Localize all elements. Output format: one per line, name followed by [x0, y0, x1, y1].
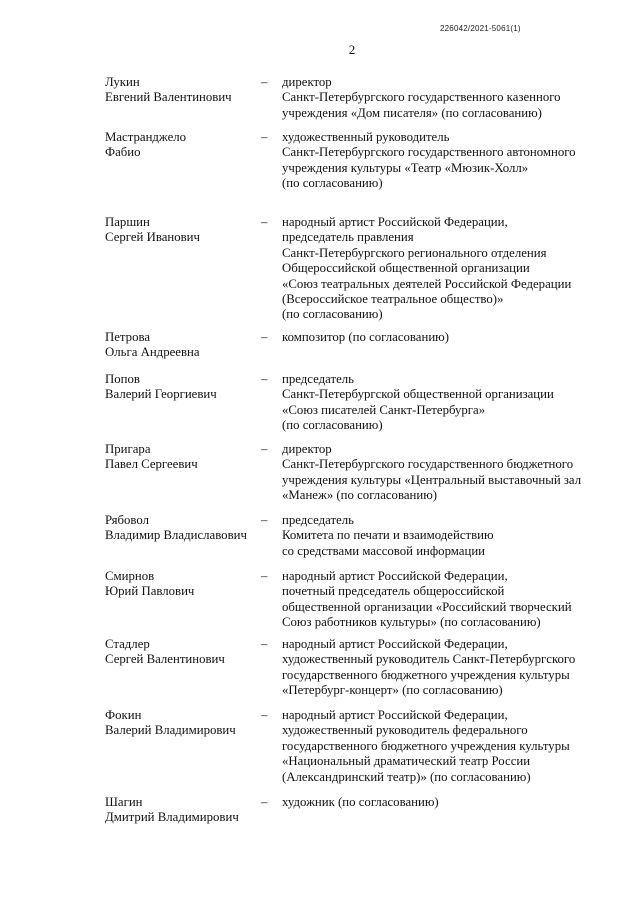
member-role-line: (по согласованию): [282, 418, 383, 433]
member-role: [282, 569, 602, 631]
dash-separator: –: [261, 795, 268, 809]
member-role-line: «Союз театральных деятелей Российской Федерации: [282, 276, 572, 291]
member-given-names: Владимир Владиславович: [105, 528, 247, 543]
member-role-line: учреждения культуры «Театр «Мюзик-Холл»: [282, 160, 529, 175]
member-surname: Лукин: [105, 75, 140, 89]
member-name: [105, 330, 255, 361]
member-given-names: Валерий Владимирович: [105, 723, 236, 738]
member-role-line: учреждения «Дом писателя» (по согласованию): [282, 105, 542, 120]
member-role-line: директор: [282, 442, 332, 456]
member-role-line: государственного бюджетного учреждения культуры: [282, 738, 570, 753]
member-surname: Пригара: [105, 442, 151, 456]
member-role-line: общественной организации «Российский творческий: [282, 599, 572, 614]
member-name: [105, 75, 255, 106]
member-role-line: учреждения культуры «Центральный выставочный зал: [282, 472, 582, 487]
member-role-line: Общероссийской общественной организации: [282, 261, 530, 276]
member-surname: Паршин: [105, 215, 150, 229]
dash-separator: –: [261, 330, 268, 344]
member-role-line: Союз работников культуры» (по согласованию): [282, 615, 541, 630]
member-surname: Фокин: [105, 708, 142, 722]
member-given-names: Евгений Валентинович: [105, 90, 232, 105]
member-given-names: Павел Сергеевич: [105, 457, 198, 472]
member-name: [105, 637, 255, 668]
member-role-line: народный артист Российской Федерации,: [282, 708, 508, 722]
member-given-names: Валерий Георгиевич: [105, 387, 217, 402]
member-role-line: директор: [282, 75, 332, 89]
dash-separator: –: [261, 708, 268, 722]
member-role: [282, 130, 602, 192]
member-surname: Смирнов: [105, 569, 155, 583]
member-name: [105, 442, 255, 473]
member-role: [282, 513, 602, 559]
member-name: [105, 569, 255, 600]
member-role-line: художник (по согласованию): [282, 795, 439, 809]
member-surname: Стадлер: [105, 637, 150, 651]
dash-separator: –: [261, 130, 268, 144]
member-role-line: Комитета по печати и взаимодействию: [282, 528, 494, 543]
member-given-names: Фабио: [105, 145, 141, 160]
dash-separator: –: [261, 637, 268, 651]
member-role-line: народный артист Российской Федерации,: [282, 215, 508, 229]
member-role-line: художественный руководитель Санкт-Петербургского: [282, 652, 576, 667]
member-name: [105, 795, 255, 826]
member-role: [282, 75, 602, 121]
member-name: [105, 513, 255, 544]
member-name: [105, 215, 255, 246]
member-role-line: (Всероссийское театральное общество)»: [282, 292, 504, 307]
member-role-line: композитор (по согласованию): [282, 330, 449, 344]
member-surname: Шагин: [105, 795, 143, 809]
member-role: [282, 215, 602, 323]
member-role-line: художественный руководитель федерального: [282, 723, 528, 738]
member-role: [282, 708, 602, 785]
member-given-names: Сергей Иванович: [105, 230, 200, 245]
member-given-names: Юрий Павлович: [105, 584, 195, 599]
member-surname: Попов: [105, 372, 140, 386]
member-given-names: Дмитрий Владимирович: [105, 810, 239, 825]
member-surname: Рябовол: [105, 513, 149, 527]
member-role-line: Санкт-Петербургского государственного казенного: [282, 90, 561, 105]
document-id: 226042/2021-5061(1): [440, 24, 521, 33]
dash-separator: –: [261, 75, 268, 89]
member-role: [282, 637, 602, 699]
member-role-line: Санкт-Петербургского государственного бюджетного: [282, 457, 574, 472]
member-name: [105, 372, 255, 403]
member-role-line: народный артист Российской Федерации,: [282, 569, 508, 583]
member-name: [105, 130, 255, 161]
member-role-line: народный артист Российской Федерации,: [282, 637, 508, 651]
member-role: [282, 442, 602, 504]
dash-separator: –: [261, 372, 268, 386]
dash-separator: –: [261, 513, 268, 527]
dash-separator: –: [261, 569, 268, 583]
member-role-line: со средствами массовой информации: [282, 543, 486, 558]
member-surname: Мастранджело: [105, 130, 187, 144]
member-role-line: (Александринский театр)» (по согласованию): [282, 769, 531, 784]
dash-separator: –: [261, 442, 268, 456]
member-role-line: председатель: [282, 372, 354, 386]
member-role: [282, 330, 602, 345]
page-number: 2: [348, 42, 356, 57]
dash-separator: –: [261, 215, 268, 229]
member-role-line: Санкт-Петербургского регионального отделения: [282, 245, 547, 260]
member-role-line: Санкт-Петербургской общественной организации: [282, 387, 554, 402]
member-role: [282, 795, 602, 810]
member-role-line: председатель: [282, 513, 354, 527]
member-given-names: Ольга Андреевна: [105, 345, 200, 360]
member-role-line: «Петербург-концерт» (по согласованию): [282, 683, 503, 698]
member-role-line: (по согласованию): [282, 176, 383, 191]
member-role-line: «Союз писателей Санкт-Петербурга»: [282, 402, 486, 417]
member-surname: Петрова: [105, 330, 151, 344]
member-role-line: Санкт-Петербургского государственного автономного: [282, 145, 576, 160]
member-role-line: почетный председатель общероссийской: [282, 584, 505, 599]
member-role-line: «Национальный драматический театр России: [282, 754, 531, 769]
member-name: [105, 708, 255, 739]
member-role-line: (по согласованию): [282, 307, 383, 322]
member-role-line: председатель правления: [282, 230, 414, 245]
member-role-line: «Манеж» (по согласованию): [282, 488, 438, 503]
member-role: [282, 372, 602, 434]
member-given-names: Сергей Валентинович: [105, 652, 225, 667]
member-role-line: государственного бюджетного учреждения культуры: [282, 667, 570, 682]
member-role-line: художественный руководитель: [282, 130, 450, 144]
